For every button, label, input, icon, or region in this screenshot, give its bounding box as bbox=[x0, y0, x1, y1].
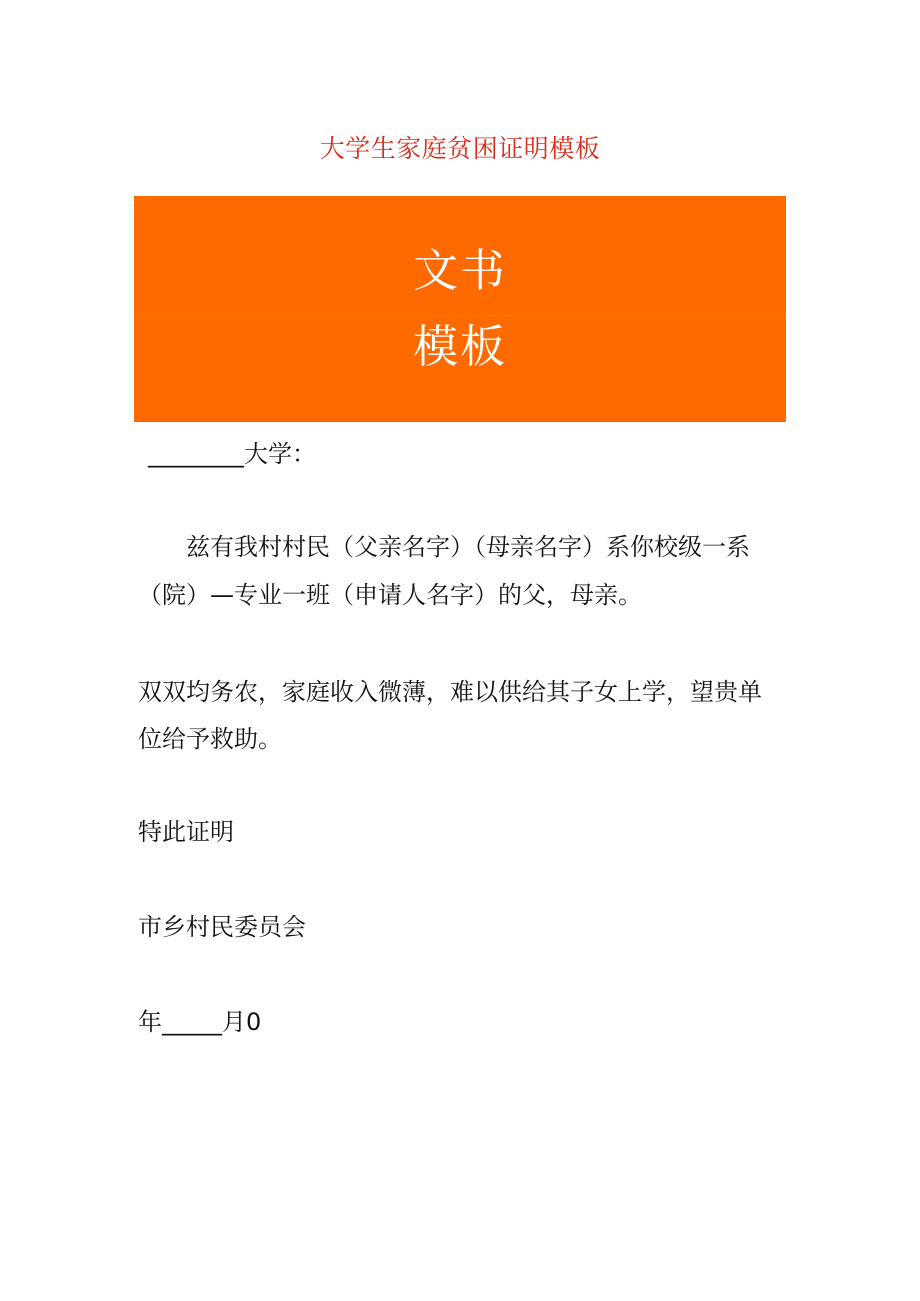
template-banner bbox=[134, 196, 786, 422]
banner-line-1: 文书 bbox=[412, 244, 507, 297]
banner-divider bbox=[134, 315, 786, 316]
document-title: 大学生家庭贫困证明模板 bbox=[319, 134, 601, 163]
date-line: 年_____月0 bbox=[138, 1008, 262, 1036]
closing-statement: 特此证明 bbox=[138, 818, 234, 846]
paragraph-2-line-1: 双双均务农，家庭收入微薄，难以供给其子女上学，望贵单 bbox=[138, 678, 762, 706]
paragraph-1-line-2: （院）—专业一班（申请人名字）的父，母亲。 bbox=[138, 581, 642, 609]
paragraph-1-line-1: 兹有我村村民（父亲名字）（母亲名字）系你校级一系 bbox=[186, 533, 750, 561]
addressee-line: ________大学： bbox=[148, 440, 316, 468]
paragraph-2-line-2: 位给予救助。 bbox=[138, 725, 282, 753]
banner-line-2: 模板 bbox=[412, 320, 507, 373]
issuing-organization: 市乡村民委员会 bbox=[138, 913, 306, 941]
